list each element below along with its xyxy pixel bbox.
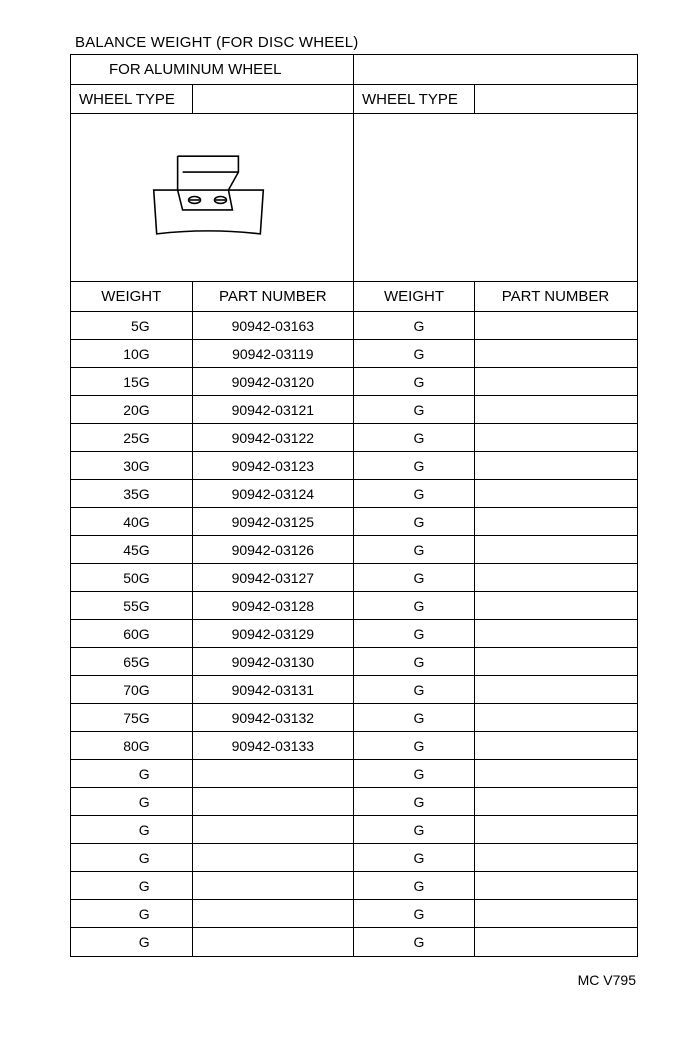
right-section-header-cell	[354, 55, 636, 84]
left-row-half	[71, 480, 354, 507]
right-weight-cell: G	[354, 564, 475, 591]
right-weight-cell: G	[354, 396, 475, 423]
table-row	[71, 760, 637, 788]
table-row	[71, 340, 637, 368]
right-weight-cell: G	[354, 704, 475, 731]
right-part-number-cell	[475, 928, 636, 956]
right-part-number-cell	[475, 480, 636, 507]
weight-cell: 65G	[71, 648, 193, 675]
right-part-number-cell	[475, 788, 636, 815]
table-row	[71, 620, 637, 648]
part-number-cell	[193, 844, 353, 871]
right-weight-cell: G	[354, 900, 475, 927]
right-wheel-type	[354, 85, 636, 113]
table-row	[71, 732, 637, 760]
weight-cell: G	[71, 760, 193, 787]
right-weight-cell: G	[354, 340, 475, 367]
right-row-half	[354, 928, 636, 956]
right-part-number-header: PART NUMBER	[501, 288, 610, 305]
right-part-number-cell	[475, 760, 636, 787]
right-weight-cell: G	[354, 928, 475, 956]
table-row	[71, 788, 637, 816]
right-row-half	[354, 312, 636, 339]
right-weight-cell: G	[354, 648, 475, 675]
table-row	[71, 704, 637, 732]
right-weight-cell: G	[354, 872, 475, 899]
right-weight-cell: G	[354, 620, 475, 647]
right-part-number-cell	[475, 312, 636, 339]
weight-cell: G	[71, 788, 193, 815]
weight-cell: 75G	[71, 704, 193, 731]
right-row-half	[354, 424, 636, 451]
right-row-half	[354, 452, 636, 479]
table-row	[71, 928, 637, 956]
left-row-half	[71, 508, 354, 535]
left-column-headers	[71, 282, 354, 311]
table-row	[71, 844, 637, 872]
right-part-number-cell	[475, 424, 636, 451]
table-row	[71, 816, 637, 844]
weight-cell: 55G	[71, 592, 193, 619]
left-row-half	[71, 676, 354, 703]
right-part-number-cell	[475, 396, 636, 423]
table-row	[71, 368, 637, 396]
left-row-half	[71, 648, 354, 675]
left-row-half	[71, 536, 354, 563]
table-row	[71, 872, 637, 900]
right-wheel-type-label: WHEEL TYPE	[354, 85, 475, 113]
weight-cell: 25G	[71, 424, 193, 451]
part-number-cell: 90942-03127	[231, 569, 315, 586]
left-row-half	[71, 312, 354, 339]
data-rows	[71, 312, 637, 956]
table-row	[71, 900, 637, 928]
right-weight-cell: G	[354, 788, 475, 815]
left-row-half	[71, 928, 354, 956]
right-row-half	[354, 844, 636, 871]
right-part-number-cell	[475, 592, 636, 619]
left-row-half	[71, 816, 354, 843]
part-number-cell: 90942-03163	[231, 317, 315, 334]
weight-cell: 40G	[71, 508, 193, 535]
table-row	[71, 312, 637, 340]
part-number-cell	[193, 788, 353, 815]
part-number-cell: 90942-03122	[231, 429, 315, 446]
part-number-cell	[193, 760, 353, 787]
weight-cell: 10G	[71, 340, 193, 367]
right-part-number-cell	[475, 676, 636, 703]
weight-cell: 60G	[71, 620, 193, 647]
weight-cell: 5G	[71, 312, 193, 339]
column-header-row	[71, 282, 637, 312]
weight-cell: 80G	[71, 732, 193, 759]
weight-cell: G	[71, 844, 193, 871]
left-row-half	[71, 396, 354, 423]
right-wheel-type-value	[475, 85, 636, 113]
part-number-cell: 90942-03130	[231, 653, 315, 670]
table-row	[71, 424, 637, 452]
right-part-number-cell	[475, 648, 636, 675]
right-weight-cell: G	[354, 592, 475, 619]
weight-cell: G	[71, 928, 193, 956]
right-part-number-cell	[475, 536, 636, 563]
part-number-cell	[193, 872, 353, 899]
balance-weight-table	[70, 54, 638, 957]
table-row	[71, 480, 637, 508]
part-number-cell: 90942-03124	[231, 485, 315, 502]
left-row-half	[71, 732, 354, 759]
left-row-half	[71, 704, 354, 731]
weight-cell: 45G	[71, 536, 193, 563]
table-row	[71, 648, 637, 676]
right-part-number-cell	[475, 732, 636, 759]
right-row-half	[354, 900, 636, 927]
right-weight-header: WEIGHT	[354, 282, 475, 311]
right-row-half	[354, 816, 636, 843]
left-wheel-type	[71, 85, 354, 113]
right-part-number-cell	[475, 620, 636, 647]
weight-cell: 20G	[71, 396, 193, 423]
right-part-number-cell	[475, 368, 636, 395]
right-row-half	[354, 788, 636, 815]
right-row-half	[354, 872, 636, 899]
table-row	[71, 564, 637, 592]
left-section-header-cell	[71, 55, 354, 84]
left-part-number-header: PART NUMBER	[219, 288, 327, 305]
left-row-half	[71, 452, 354, 479]
part-number-cell: 90942-03131	[231, 681, 315, 698]
right-row-half	[354, 648, 636, 675]
right-row-half	[354, 396, 636, 423]
balance-weight-clip-icon	[71, 114, 353, 282]
right-part-number-cell	[475, 844, 636, 871]
left-row-half	[71, 900, 354, 927]
right-part-number-cell	[475, 452, 636, 479]
right-weight-cell: G	[354, 676, 475, 703]
weight-cell: 70G	[71, 676, 193, 703]
part-number-cell	[193, 816, 353, 843]
part-number-cell: 90942-03119	[232, 345, 314, 362]
weight-cell: 50G	[71, 564, 193, 591]
left-row-half	[71, 620, 354, 647]
part-number-cell: 90942-03123	[231, 457, 315, 474]
right-part-number-cell	[475, 508, 636, 535]
part-number-cell: 90942-03128	[231, 597, 315, 614]
right-column-headers	[354, 282, 636, 311]
right-row-half	[354, 536, 636, 563]
section-header-row	[71, 55, 637, 85]
left-weight-header: WEIGHT	[71, 282, 193, 311]
right-row-half	[354, 368, 636, 395]
right-row-half	[354, 676, 636, 703]
part-number-cell: 90942-03121	[231, 401, 315, 418]
part-number-cell: 90942-03126	[231, 541, 315, 558]
table-row	[71, 396, 637, 424]
left-wheel-type-label: WHEEL TYPE	[71, 85, 193, 113]
right-row-half	[354, 592, 636, 619]
left-row-half	[71, 844, 354, 871]
right-row-half	[354, 732, 636, 759]
right-part-number-cell	[475, 704, 636, 731]
right-row-half	[354, 704, 636, 731]
left-row-half	[71, 368, 354, 395]
right-part-number-cell	[475, 900, 636, 927]
weight-cell: 30G	[71, 452, 193, 479]
right-weight-cell: G	[354, 844, 475, 871]
right-part-number-cell	[475, 564, 636, 591]
right-weight-cell: G	[354, 312, 475, 339]
right-row-half	[354, 340, 636, 367]
table-row	[71, 592, 637, 620]
wheel-type-row	[71, 85, 637, 114]
right-weight-cell: G	[354, 368, 475, 395]
part-number-cell: 90942-03120	[231, 373, 315, 390]
right-weight-cell: G	[354, 424, 475, 451]
left-row-half	[71, 592, 354, 619]
part-number-cell	[193, 928, 353, 956]
right-row-half	[354, 564, 636, 591]
right-weight-cell: G	[354, 760, 475, 787]
left-row-half	[71, 760, 354, 787]
left-row-half	[71, 872, 354, 899]
left-row-half	[71, 340, 354, 367]
right-row-half	[354, 620, 636, 647]
right-weight-cell: G	[354, 732, 475, 759]
weight-cell: G	[71, 872, 193, 899]
left-wheel-type-value	[193, 85, 353, 113]
right-weight-cell: G	[354, 480, 475, 507]
table-row	[71, 676, 637, 704]
table-row	[71, 452, 637, 480]
weight-cell: G	[71, 900, 193, 927]
part-number-cell	[193, 900, 353, 927]
right-part-number-cell	[475, 340, 636, 367]
right-row-half	[354, 760, 636, 787]
weight-cell: 15G	[71, 368, 193, 395]
weight-cell: G	[71, 816, 193, 843]
weight-cell: 35G	[71, 480, 193, 507]
left-row-half	[71, 788, 354, 815]
left-section-header: FOR ALUMINUM WHEEL	[109, 61, 282, 78]
part-number-cell: 90942-03133	[231, 737, 315, 754]
right-weight-cell: G	[354, 816, 475, 843]
illustration-row	[71, 114, 637, 282]
right-weight-cell: G	[354, 508, 475, 535]
part-number-cell: 90942-03129	[231, 625, 315, 642]
part-number-cell: 90942-03132	[231, 709, 315, 726]
right-illustration-cell	[354, 114, 636, 281]
right-part-number-cell	[475, 872, 636, 899]
left-row-half	[71, 564, 354, 591]
left-illustration-cell	[71, 114, 354, 281]
right-part-number-cell	[475, 816, 636, 843]
table-row	[71, 508, 637, 536]
table-row	[71, 536, 637, 564]
page-title: BALANCE WEIGHT (FOR DISC WHEEL)	[75, 34, 359, 51]
right-row-half	[354, 508, 636, 535]
figure-code: MC V795	[577, 972, 636, 988]
right-row-half	[354, 480, 636, 507]
left-row-half	[71, 424, 354, 451]
right-weight-cell: G	[354, 536, 475, 563]
right-weight-cell: G	[354, 452, 475, 479]
part-number-cell: 90942-03125	[231, 513, 315, 530]
